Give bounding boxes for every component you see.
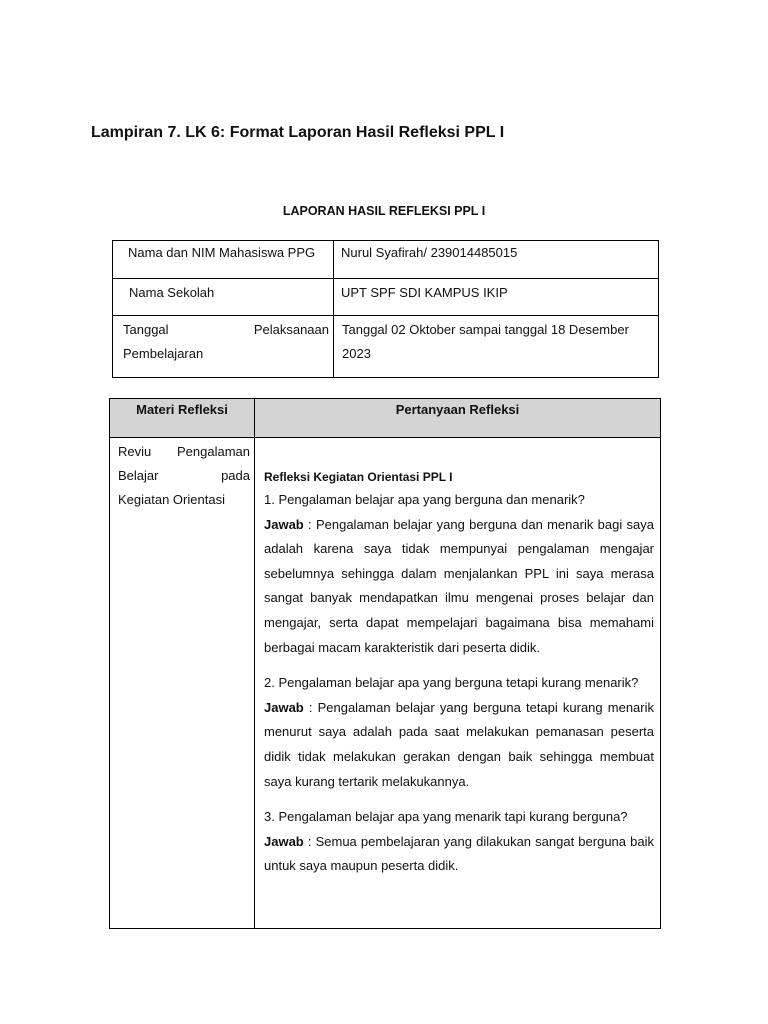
value-school: UPT SPF SDI KAMPUS IKIP bbox=[341, 285, 508, 300]
pertanyaan-cell bbox=[255, 438, 661, 929]
answer-label: Jawab bbox=[264, 699, 304, 715]
header-materi-label: Materi Refleksi bbox=[136, 402, 228, 417]
value-student-name: Nurul Syafirah/ 239014485015 bbox=[341, 245, 518, 260]
question-1: 1. Pengalaman belajar apa yang berguna dan menarik? bbox=[264, 492, 585, 507]
answer-3 bbox=[264, 830, 654, 879]
identity-table bbox=[112, 240, 659, 378]
report-title: LAPORAN HASIL REFLEKSI PPL I bbox=[282, 204, 486, 218]
label-cell bbox=[113, 279, 334, 316]
materi-line1 bbox=[118, 440, 250, 464]
materi-word: Belajar bbox=[118, 468, 159, 483]
materi-cell bbox=[110, 438, 255, 929]
answer-2 bbox=[264, 696, 654, 794]
header-pertanyaan-label: Pertanyaan Refleksi bbox=[395, 402, 520, 417]
section-title: Refleksi Kegiatan Orientasi PPL I bbox=[264, 470, 453, 484]
value-cell bbox=[334, 316, 659, 378]
materi-line3: Kegiatan Orientasi bbox=[118, 492, 225, 507]
answer-1 bbox=[264, 513, 654, 661]
document-heading: Lampiran 7. LK 6: Format Laporan Hasil Refleksi PPL I bbox=[91, 124, 505, 141]
header-materi bbox=[110, 399, 255, 438]
label-date-word2: Pelaksanaan bbox=[253, 322, 329, 337]
label-date-line2: Pembelajaran bbox=[123, 346, 204, 361]
answer-label: Jawab bbox=[264, 833, 304, 849]
label-date-word1: Tanggal bbox=[123, 322, 169, 337]
value-cell bbox=[334, 241, 659, 279]
table-row bbox=[113, 316, 659, 378]
table-row bbox=[110, 438, 661, 929]
question-3: 3. Pengalaman belajar apa yang menarik tapi kurang berguna? bbox=[264, 809, 628, 825]
value-cell bbox=[334, 279, 659, 316]
table-header-row bbox=[110, 399, 661, 438]
value-date: Tanggal 02 Oktober sampai tanggal 18 Desember 2023 bbox=[342, 322, 629, 361]
label-student-name: Nama dan NIM Mahasiswa PPG bbox=[128, 245, 316, 260]
label-cell bbox=[113, 316, 334, 378]
materi-line2 bbox=[118, 464, 250, 488]
answer-text: : Semua pembelajaran yang dilakukan sangat berguna baik untuk saya maupun peserta didik. bbox=[264, 833, 654, 874]
materi-word: Pengalaman bbox=[177, 444, 250, 459]
label-date bbox=[113, 318, 333, 366]
materi-word: Reviu bbox=[118, 444, 152, 459]
label-school: Nama Sekolah bbox=[129, 285, 215, 300]
answer-text: : Pengalaman belajar yang berguna tetapi kurang menarik menurut saya adalah pada saat melakukan pemanasan peserta didik tidak melakukan gerakan dengan baik sehingga membuat saya kurang tertarik melakukannya. bbox=[264, 699, 654, 789]
table-row bbox=[113, 279, 659, 316]
question-2: 2. Pengalaman belajar apa yang berguna tetapi kurang menarik? bbox=[264, 675, 639, 691]
label-cell bbox=[113, 241, 334, 279]
table-row bbox=[113, 241, 659, 279]
label-date-line1 bbox=[123, 318, 329, 342]
answer-label: Jawab bbox=[264, 516, 304, 532]
reflection-table bbox=[109, 398, 661, 929]
materi-word: pada bbox=[221, 468, 250, 483]
header-pertanyaan bbox=[255, 399, 661, 438]
answer-text: : Pengalaman belajar yang berguna dan menarik bagi saya adalah karena saya tidak mempunyai pengalaman mengajar sebelumnya sehingga dalam menjalankan PPL ini saya merasa sangat banyak mendapatkan ilmu mengenai proses belajar dan mengajar, serta dapat mempelajari bagaimana bisa memahami berbagai macam karakteristik dari peserta didik. bbox=[264, 516, 654, 655]
